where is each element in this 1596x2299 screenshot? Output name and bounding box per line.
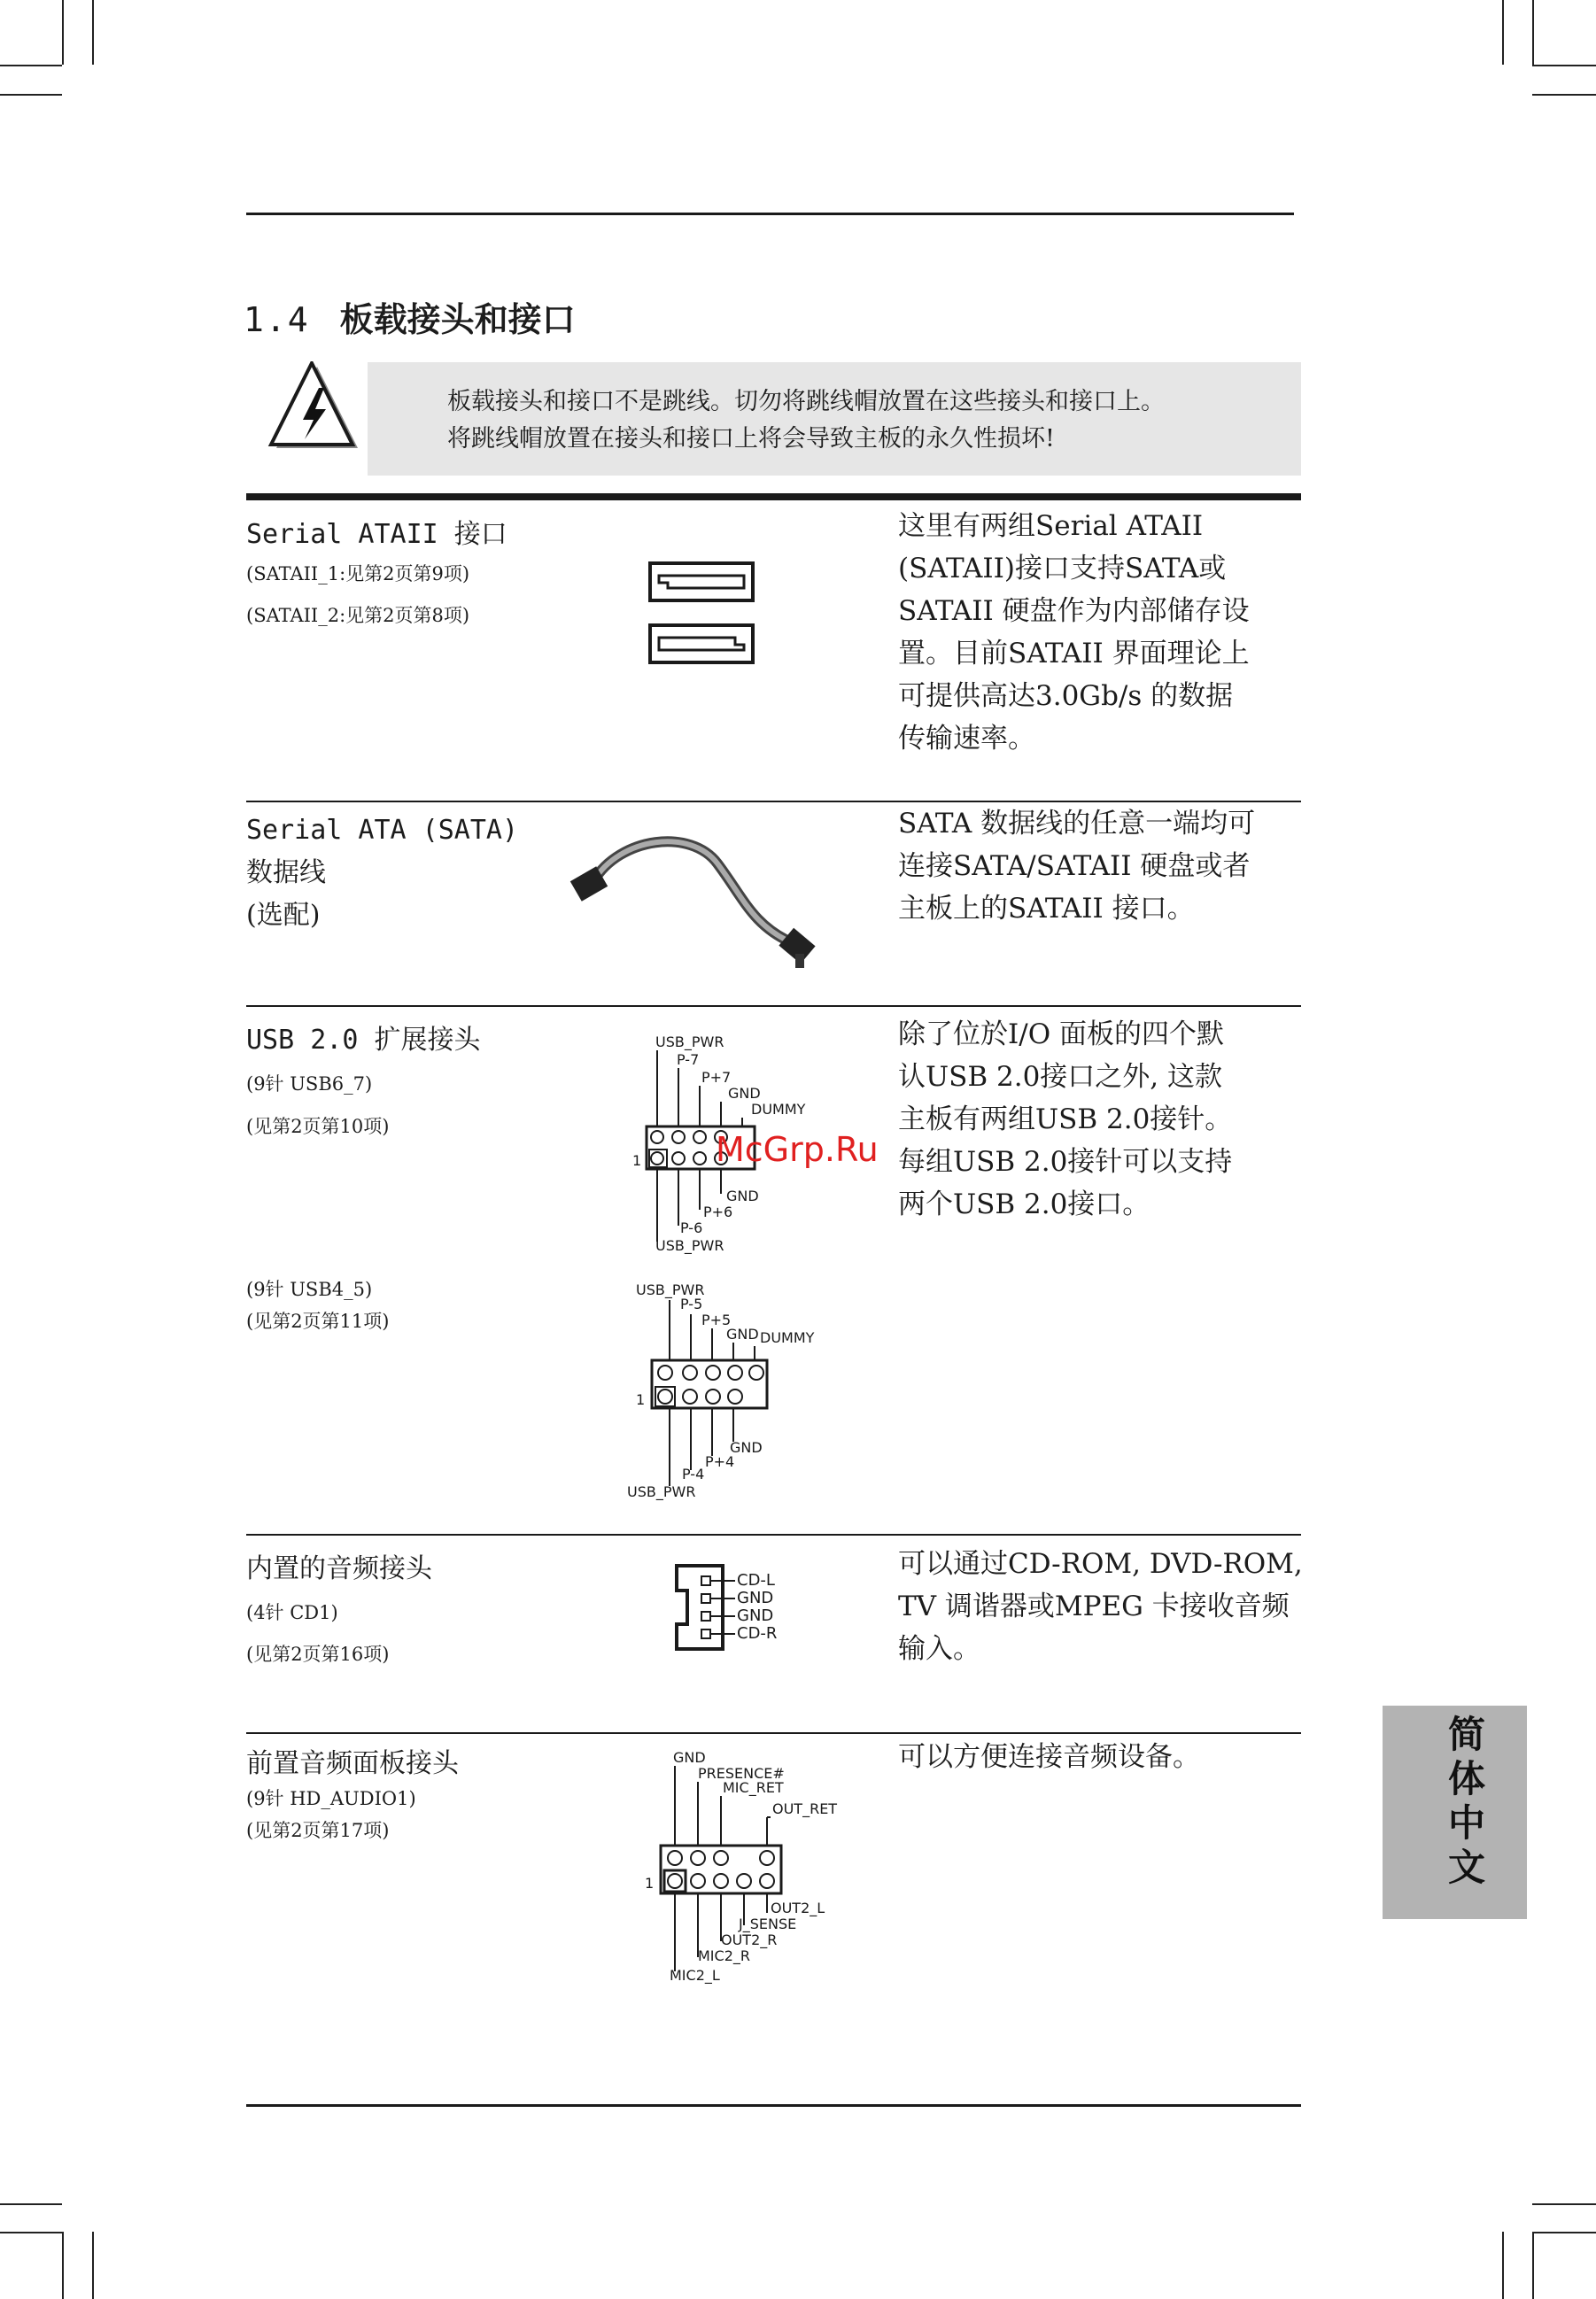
crop-mark (1532, 2203, 1596, 2205)
watermark: McGrp.Ru (716, 1130, 879, 1169)
row-sub: (SATAII_2:见第2页第8项) (246, 605, 470, 626)
header-rule (246, 213, 1294, 215)
crop-mark (92, 0, 94, 65)
desc-line: 两个USB 2.0接口。 (898, 1188, 1151, 1220)
pin-one-label: 1 (636, 1391, 646, 1408)
desc-line: 主板有两组USB 2.0接针。 (898, 1103, 1233, 1135)
pin-label: GND (737, 1589, 774, 1607)
row-divider (246, 1732, 1301, 1734)
row-sub: (SATAII_1:见第2页第9项) (246, 563, 470, 584)
crop-mark (1532, 94, 1596, 96)
crop-mark (62, 0, 64, 65)
desc-line: TV 调谐器或MPEG 卡接收音频 (898, 1591, 1290, 1622)
pin-label: USB_PWR (627, 1483, 696, 1500)
desc-line: 连接SATA/SATAII 硬盘或者 (898, 850, 1251, 882)
pin-label: P+7 (701, 1069, 732, 1086)
row-title-sataii (246, 512, 507, 551)
desc-line: 可以方便连接音频设备。 (898, 1741, 1200, 1773)
warning-box (368, 362, 1301, 476)
pin-label: P+4 (705, 1453, 735, 1470)
pin-label: GND (726, 1326, 759, 1343)
section-title (244, 292, 576, 341)
row-sub: (9针 HD_AUDIO1) (246, 1788, 416, 1809)
pin-label: J_SENSE (739, 1916, 797, 1932)
row-title-line: (选配) (246, 900, 321, 931)
usb-header-diagram-b (620, 1279, 833, 1509)
row-divider (246, 1005, 1301, 1007)
language-side-tab (1383, 1706, 1527, 1919)
hd-audio-diagram (641, 1746, 854, 1998)
row-sub: (9针 USB4_5) (246, 1279, 373, 1300)
desc-line: 除了位於I/O 面板的四个默 (898, 1018, 1224, 1050)
row-title-line: 数据线 (246, 857, 326, 888)
row-sub: (4针 CD1) (246, 1602, 338, 1623)
sata-cable-image (567, 828, 833, 970)
pin-label: P+6 (703, 1204, 733, 1220)
desc-line: 传输速率。 (898, 723, 1035, 755)
row-title-cd-audio: 内置的音频接头 (246, 1553, 432, 1584)
crop-mark (0, 94, 62, 96)
pin-label: CD-R (737, 1624, 778, 1643)
pin-label: GND (730, 1439, 763, 1456)
pin-label: OUT2_R (721, 1931, 778, 1948)
desc-line: 认USB 2.0接口之外, 这款 (898, 1061, 1223, 1093)
desc-line: SATA 数据线的任意一端均可 (898, 808, 1256, 840)
row-title-usb (246, 1018, 481, 1057)
pin-label: P-5 (680, 1296, 703, 1312)
sata-connector-diagram (645, 558, 760, 666)
pin-label: GND (673, 1749, 706, 1766)
desc-line: 可提供高达3.0Gb/s 的数据 (898, 680, 1234, 712)
pin-one-label: 1 (645, 1875, 655, 1892)
row-sub: (见第2页第10项) (246, 1116, 390, 1137)
crop-mark (0, 65, 62, 66)
desc-line: 输入。 (898, 1633, 980, 1665)
crop-mark (1502, 2232, 1504, 2299)
pin-label: OUT_RET (772, 1800, 838, 1817)
row-title-sata-cable (246, 809, 518, 937)
pin-label: P-4 (682, 1466, 705, 1482)
crop-mark (0, 2203, 62, 2205)
pin-label: MIC2_L (670, 1967, 720, 1984)
row-sub: (见第2页第16项) (246, 1644, 390, 1665)
pin-label: MIC2_R (698, 1947, 750, 1964)
cd-audio-diagram (670, 1560, 794, 1654)
pin-label: MIC_RET (723, 1779, 784, 1796)
pin-one-label: 1 (632, 1152, 642, 1169)
pin-label: P+5 (701, 1312, 732, 1328)
pin-label: P-7 (677, 1051, 700, 1068)
warning-line-1: 板载接头和接口不是跳线。切勿将跳线帽放置在这些接头和接口上。 (447, 388, 1165, 415)
row-title-text: USB 2.0 扩展接头 (246, 1025, 481, 1056)
crop-mark (1502, 0, 1504, 65)
crop-mark (92, 2232, 94, 2299)
table-top-rule (246, 493, 1301, 500)
crop-mark (1532, 2232, 1534, 2299)
warning-icon (266, 361, 363, 455)
pin-label: P-6 (680, 1219, 703, 1236)
pin-label: USB_PWR (636, 1281, 705, 1298)
pin-label: USB_PWR (655, 1033, 724, 1050)
language-side-tab-label: 简体中文 (1443, 1715, 1486, 1892)
pin-label: GND (737, 1606, 774, 1625)
pin-label: GND (728, 1085, 761, 1102)
pin-label: DUMMY (751, 1101, 806, 1118)
desc-line: 这里有两组Serial ATAII (898, 510, 1204, 542)
desc-line: 主板上的SATAII 接口。 (898, 893, 1195, 925)
crop-mark (1532, 2232, 1596, 2233)
desc-line: (SATAII)接口支持SATA或 (898, 553, 1227, 584)
pin-label: USB_PWR (655, 1237, 724, 1254)
row-sub: (见第2页第11项) (246, 1311, 390, 1332)
row-desc-sata-cable (898, 802, 1307, 930)
desc-line: 置。目前SATAII 界面理论上 (898, 638, 1250, 670)
pin-label: CD-L (737, 1571, 775, 1590)
crop-mark (62, 2232, 64, 2299)
desc-line: SATAII 硬盘作为内部储存设 (898, 595, 1250, 627)
row-title-line: Serial ATA (SATA) (246, 815, 519, 846)
pin-label: PRESENCE# (698, 1765, 785, 1782)
row-desc-hd-audio (898, 1736, 1307, 1778)
row-title-hd-audio: 前置音频面板接头 (246, 1748, 459, 1779)
row-title-text: Serial ATAII 接口 (246, 519, 507, 550)
row-sub: (9针 USB6_7) (246, 1073, 373, 1095)
pin-label: DUMMY (760, 1329, 815, 1346)
crop-mark (1532, 65, 1596, 66)
row-desc-usb (898, 1013, 1307, 1226)
desc-line: 可以通过CD-ROM, DVD-ROM, (898, 1548, 1303, 1580)
footer-rule (246, 2104, 1301, 2107)
row-desc-sataii (898, 505, 1307, 760)
warning-line-2: 将跳线帽放置在接头和接口上将会导致主板的永久性损坏! (447, 425, 1055, 453)
desc-line: 每组USB 2.0接针可以支持 (898, 1146, 1233, 1178)
section-heading: 板载接头和接口 (339, 299, 576, 339)
crop-mark (1532, 0, 1534, 65)
row-divider (246, 1534, 1301, 1536)
row-desc-cd-audio (898, 1543, 1307, 1670)
pin-label: OUT2_L (771, 1900, 825, 1916)
section-number: 1.4 (244, 300, 310, 339)
pin-label: GND (726, 1188, 759, 1204)
row-sub: (见第2页第17项) (246, 1820, 390, 1841)
crop-mark (0, 2232, 62, 2233)
